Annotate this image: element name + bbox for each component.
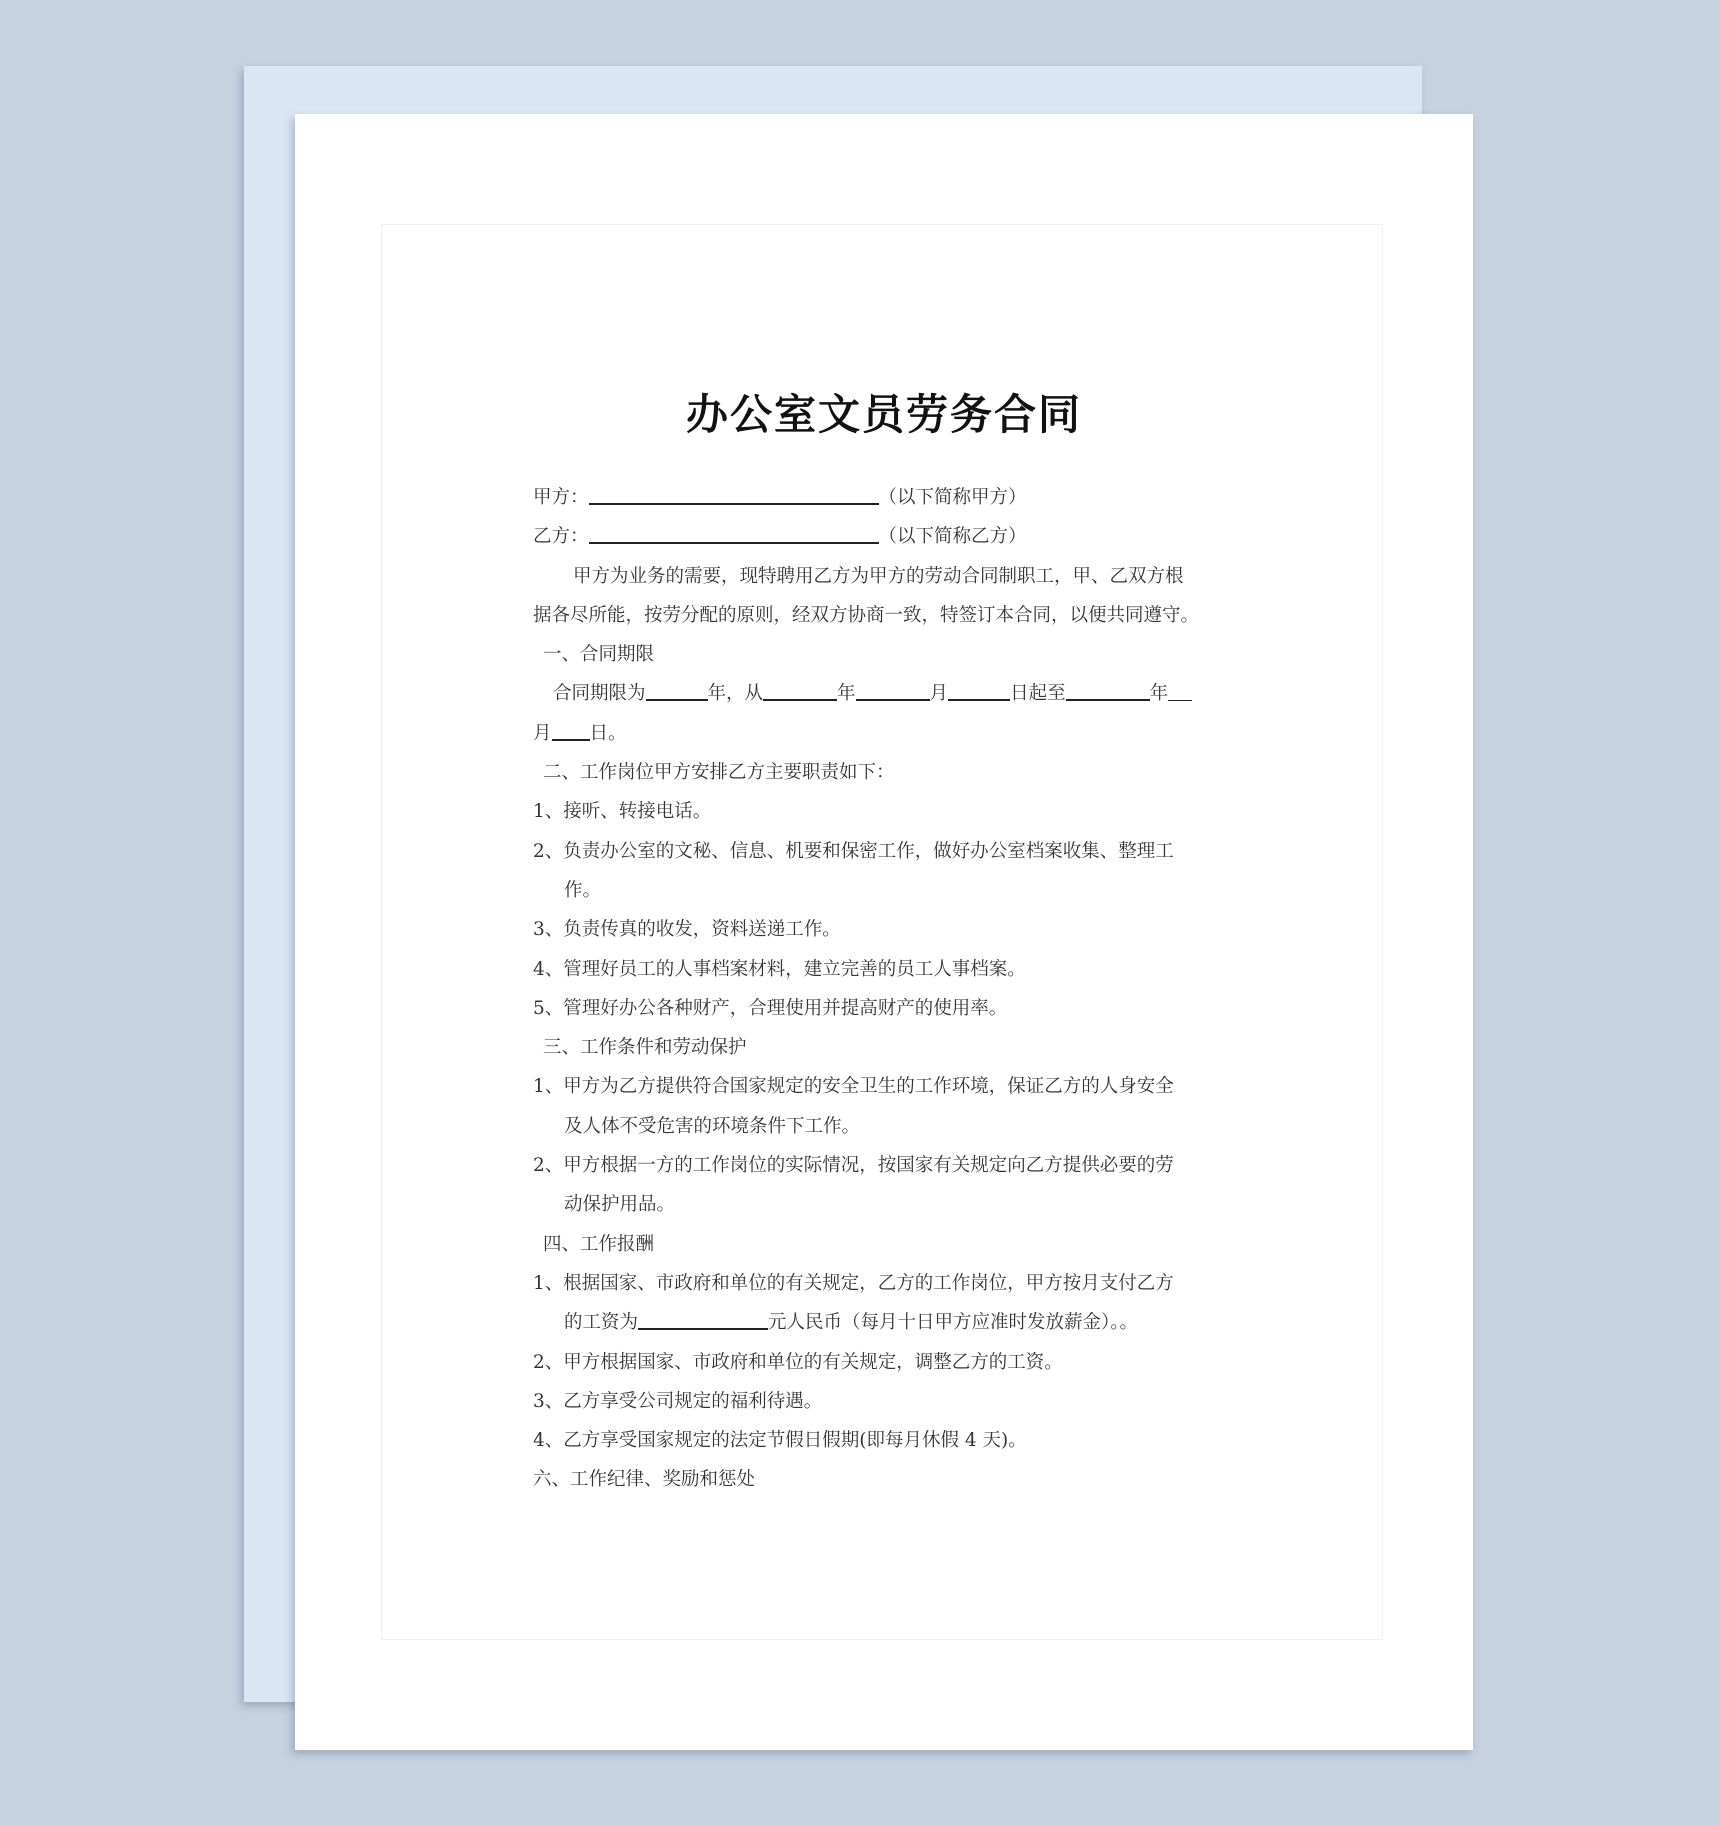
contract-term-line-2	[533, 714, 1243, 753]
term-text: 月	[929, 683, 949, 705]
term-text: 年，从	[707, 683, 764, 705]
end-day-blank[interactable]	[552, 717, 590, 741]
list-item: 5、管理好办公各种财产，合理使用并提高财产的使用率。	[533, 997, 1008, 1019]
list-item: 2、甲方根据一方的工作岗位的实际情况，按国家有关规定向乙方提供必要的劳	[533, 1155, 1174, 1177]
list-item: 3、乙方享受公司规定的福利待遇。	[533, 1390, 823, 1412]
section-4-heading: 四、工作报酬	[543, 1233, 655, 1255]
list-item: 4、管理好员工的人事档案材料，建立完善的员工人事档案。	[533, 958, 1026, 980]
salary-note: 元人民币（每月十日甲方应准时发放薪金）。。	[768, 1312, 1139, 1334]
start-year-blank[interactable]	[763, 677, 837, 701]
party-b-blank[interactable]	[589, 520, 879, 544]
list-item: 2、甲方根据国家、市政府和单位的有关规定，调整乙方的工资。	[533, 1351, 1063, 1373]
term-text: 日起至	[1010, 683, 1066, 705]
list-item: 2、负责办公室的文秘、信息、机要和保密工作，做好办公室档案收集、整理工	[533, 840, 1174, 862]
party-a-line	[533, 478, 1243, 517]
party-a-label: 甲方：	[533, 487, 589, 508]
section-2-heading: 二、工作岗位甲方安排乙方主要职责如下：	[543, 762, 895, 784]
start-month-blank[interactable]	[856, 677, 930, 701]
list-item: 4、乙方享受国家规定的法定节假日假期(即每月休假 4 天)。	[533, 1430, 1027, 1452]
party-a-note: （以下简称甲方）	[878, 487, 1027, 508]
document-body	[533, 478, 1243, 1500]
document-page	[295, 114, 1473, 1750]
end-year-blank[interactable]	[1066, 677, 1150, 701]
list-item: 1、接听、转接电话。	[533, 801, 712, 823]
document-title: 办公室文员劳务合同	[685, 390, 1082, 439]
intro-paragraph-line-1: 甲方为业务的需要，现特聘用乙方为甲方的劳动合同制职工，甲、乙双方根	[573, 565, 1184, 587]
list-item-continuation: 作。	[564, 879, 602, 901]
list-item-continuation: 动保护用品。	[564, 1194, 676, 1216]
list-item-continuation: 及人体不受危害的环境条件下工作。	[564, 1115, 861, 1137]
salary-line	[533, 1303, 1243, 1342]
term-text: 日。	[589, 722, 627, 744]
term-text: 月	[533, 722, 552, 744]
contract-term-line	[533, 674, 1243, 713]
end-month-blank[interactable]	[1168, 678, 1192, 701]
party-a-blank[interactable]	[589, 481, 879, 505]
party-b-label: 乙方：	[533, 526, 589, 548]
start-day-blank[interactable]	[948, 677, 1010, 701]
term-text: 年	[837, 683, 856, 705]
term-years-blank[interactable]	[646, 677, 708, 701]
section-6-heading: 六、工作纪律、奖励和惩处	[533, 1469, 756, 1491]
term-text: 年	[1149, 683, 1169, 705]
party-b-note: （以下简称乙方）	[878, 526, 1027, 548]
list-item: 1、根据国家、市政府和单位的有关规定，乙方的工作岗位，甲方按月支付乙方	[533, 1272, 1174, 1294]
section-1-heading: 一、合同期限	[543, 644, 655, 666]
list-item: 1、甲方为乙方提供符合国家规定的安全卫生的工作环境，保证乙方的人身安全	[533, 1076, 1174, 1098]
list-item: 3、负责传真的收发，资料送递工作。	[533, 919, 841, 941]
salary-label: 的工资为	[564, 1312, 639, 1334]
section-3-heading: 三、工作条件和劳动保护	[543, 1037, 747, 1059]
salary-blank[interactable]	[638, 1306, 768, 1330]
term-text: 合同期限为	[553, 683, 646, 705]
intro-paragraph-line-2: 据各尽所能，按劳分配的原则，经双方协商一致，特签订本合同，以便共同遵守。	[533, 604, 1200, 626]
party-b-line	[533, 517, 1243, 556]
